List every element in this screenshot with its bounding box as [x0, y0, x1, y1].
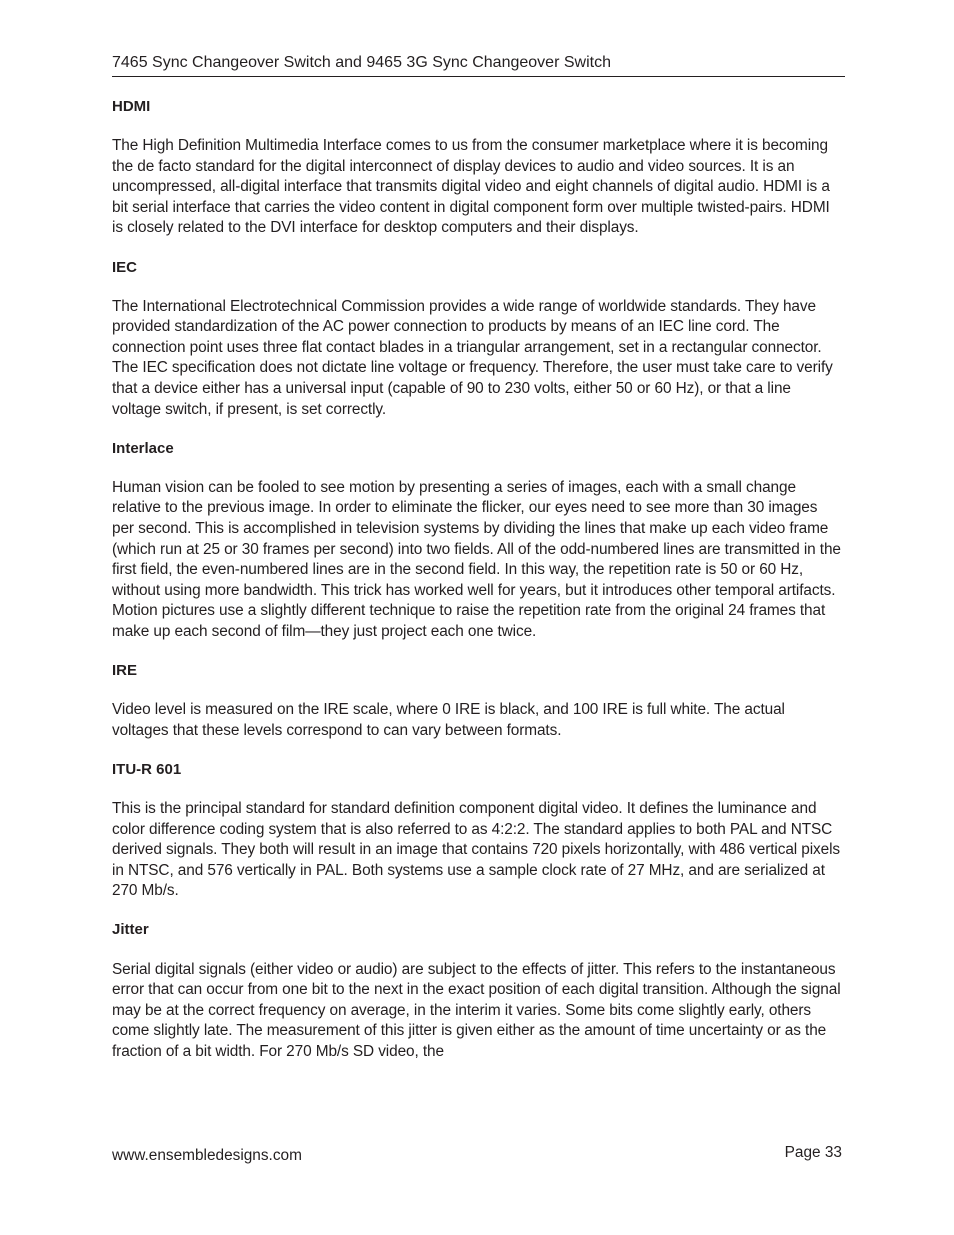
section-body: This is the principal standard for standard definition component digital video. It defines the luminance and color difference coding system that is also referred to as 4:2:2. The standard applies to both PAL and NTSC derived signals. They both will result in an image that contains 720 pixels horizontally, with 486 vertical pixels in NTSC, and 576 vertically in PAL. Both systems use a sample clock rate of 27 MHz, and are serialized at 270 Mb/s.	[112, 799, 841, 900]
section-jitter	[112, 920, 842, 1062]
section-heading: ITU-R 601	[112, 760, 182, 778]
footer-website: www.ensembledesigns.com	[112, 1147, 302, 1164]
section-interlace	[112, 439, 842, 643]
section-body: Serial digital signals (either video or audio) are subject to the effects of jitter. This refers to the instantaneous error that can occur from one bit to the next in the exact position of each digital transition. Although the signal may be at the correct frequency on average, in the interim it varies. Some bits come slightly early, others come slightly late. The measurement of this jitter is given either as the amount of time uncertainty or as the fraction of a bit width. For 270 Mb/s SD video, the	[112, 960, 841, 1060]
section-body: The High Definition Multimedia Interface comes to us from the consumer marketplace where it is becoming the de facto standard for the digital interconnect of display devices to audio and video sources. It is an uncompressed, all-digital interface that transmits digital video and eight channels of digital audio. HDMI is a bit serial interface that carries the video content in digital component form over multiple twisted-pairs. HDMI is closely related to the DVI interface for desktop computers and their displays.	[112, 137, 830, 237]
section-ire	[112, 661, 842, 741]
section-itu-r-601	[112, 760, 842, 902]
footer-page-number: Page 33	[784, 1144, 842, 1161]
page-content	[112, 97, 842, 1081]
page-header	[112, 52, 845, 77]
section-heading: HDMI	[112, 98, 151, 115]
section-heading: IRE	[112, 662, 138, 680]
section-heading: IEC	[112, 258, 138, 276]
section-heading: Interlace	[112, 439, 174, 457]
section-body: Human vision can be fooled to see motion by presenting a series of images, each with a small change relative to the previous image. In order to eliminate the flicker, our eyes need to see more than 30 images per second. This is accomplished in television systems by dividing the lines that make up each video frame (which run at 25 or 30 frames per second) into two fields. All of the odd-numbered lines are transmitted in the first field, the even-numbered lines are in the second field. In this way, the repetition rate is 50 or 60 Hz, without using more bandwidth. This trick has worked well for years, but it introduces other temporal artifacts. Motion pictures use a slightly different technique to raise the repetition rate from the original 24 frames that make up each second of film—they just project each one twice.	[112, 478, 841, 640]
section-heading: Jitter	[112, 921, 149, 939]
section-hdmi	[112, 97, 842, 239]
section-body: The International Electrotechnical Commission provides a wide range of worldwide standards. They have provided standardization of the AC power connection to products by means of an IEC line cord. The connection point uses three flat contact blades in a triangular arrangement, set in a rectangular connector. The IEC specification does not dictate line voltage or frequency. Therefore, the user must take care to verify that a device either has a universal input (capable of 90 to 230 volts, either 50 or 60 Hz), or that a line voltage switch, if present, is set correctly.	[112, 297, 833, 418]
section-iec	[112, 258, 842, 421]
section-body: Video level is measured on the IRE scale, where 0 IRE is black, and 100 IRE is full white. The actual voltages that these levels correspond to can vary between formats.	[112, 701, 785, 739]
document-title: 7465 Sync Changeover Switch and 9465 3G Sync Changeover Switch	[112, 54, 611, 71]
